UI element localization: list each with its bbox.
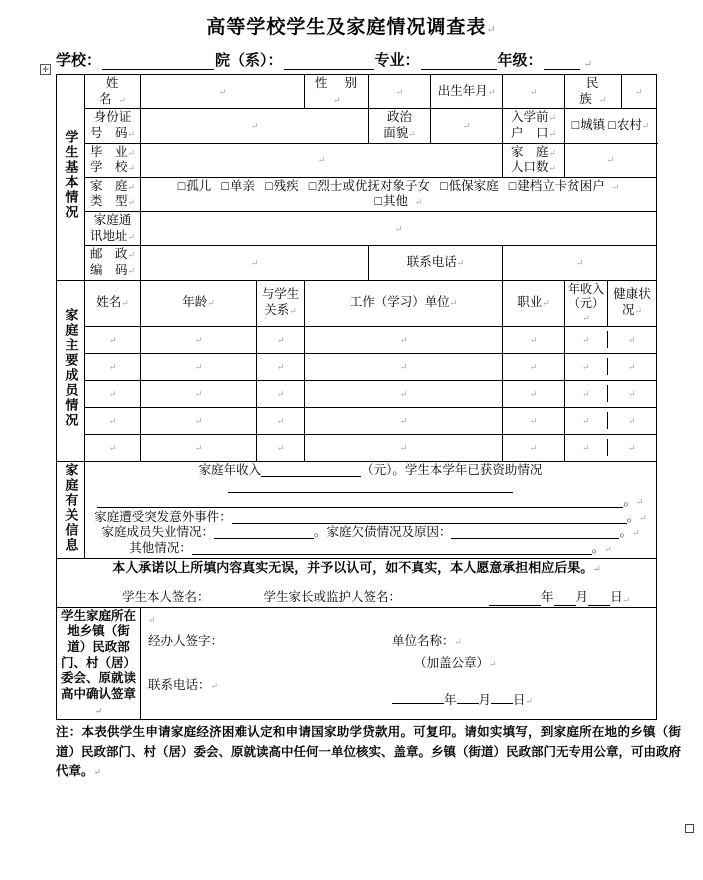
table-row [57, 326, 657, 353]
promise-statement: 本人承诺以上所填内容真实无误，并予以认可，如不真实，本人愿意承担相应后果。↵ [112, 559, 601, 575]
unit-name-label: 单位名称：↵ [392, 634, 463, 649]
document-end-mark [685, 824, 694, 833]
other-label: 其他情况： [129, 541, 192, 556]
label-birth-text: 出生年月 [437, 83, 488, 98]
cell-income-health [565, 353, 657, 380]
label-hukou: 入学前↵ 户 口↵ [503, 109, 565, 143]
grade-input[interactable] [544, 55, 580, 70]
checkbox-martyr-child-label: 烈士或优抚对象子女 [317, 178, 430, 193]
label-graduated-school-line2: 学 校 [89, 160, 128, 175]
column-header-age: 年龄↵ [141, 280, 257, 326]
section-label-members [57, 280, 85, 461]
cell-income-health-header [565, 280, 657, 326]
label-zipcode-line1: 邮 政 [89, 247, 128, 262]
column-header-relation-text: 与学生关系 [261, 287, 300, 318]
section-label-family-info-text: 家庭有关信息 [63, 462, 79, 553]
label-gender: 性 别↵ [305, 75, 369, 109]
survey-table [56, 74, 657, 720]
checkbox-hukou-urban-label: 城镇 [580, 118, 606, 133]
aid-received-input[interactable] [228, 479, 513, 493]
date-month-label: 月 [575, 590, 589, 605]
checkbox-other-label: 其他 [383, 194, 409, 209]
family-info-block [85, 461, 657, 558]
label-hukou-line2: 户 口 [510, 125, 549, 140]
checkbox-hukou-rural[interactable]: □农村 [608, 118, 642, 133]
label-family-address-line1: 家庭通 [93, 213, 132, 227]
checkbox-low-income[interactable]: □低保家庭 [440, 178, 499, 193]
column-header-health-text: 健康状况 [613, 287, 651, 318]
label-family-size-line2: 人口数 [510, 160, 549, 175]
table-row [57, 177, 657, 211]
unemployment-label: 家庭成员失业情况： [101, 525, 214, 540]
column-header-workplace-text: 工作（学习）单位 [349, 295, 450, 310]
cell-member-name[interactable]: ↵ [85, 380, 141, 407]
header-fields [0, 41, 703, 74]
column-header-member-name: 姓名↵ [85, 280, 141, 326]
table-row [57, 407, 657, 434]
unemployment-input[interactable] [214, 525, 314, 539]
cell-member-health[interactable]: ↵ [627, 442, 636, 453]
column-header-age-text: 年龄 [182, 295, 208, 310]
table-move-handle[interactable]: ✛ [40, 64, 51, 75]
checkbox-registered-poor-label: 建档立卡贫困户 [517, 178, 605, 193]
cell-member-income[interactable]: ↵ [565, 331, 607, 349]
field-hukou-options: □城镇 □农村↵ [565, 109, 657, 143]
college-input[interactable] [284, 55, 374, 70]
verify-date-month-input[interactable] [457, 691, 479, 704]
promise-statement-text: 本人承诺以上所填内容真实无误，并予以认可，如不真实，本人愿意承担相应后果。 [112, 559, 594, 575]
date-month-input[interactable] [554, 593, 576, 606]
verify-label: 学生家庭所在地乡镇（街道）民政部门、村（居）委会、原就读高中确认签章↵ [57, 607, 141, 719]
checkbox-hukou-urban[interactable]: □城镇 [571, 118, 606, 133]
cell-member-occupation[interactable]: ↵ [503, 407, 565, 434]
label-id-number-line2: 号 码 [89, 125, 128, 140]
cell-member-health[interactable]: ↵ [627, 415, 636, 426]
family-income-line [88, 463, 653, 494]
label-name: 姓 名↵ [85, 75, 141, 109]
promise-block [57, 558, 657, 607]
cell-member-name[interactable]: ↵ [85, 407, 141, 434]
cell-member-workplace[interactable]: ↵ [305, 434, 503, 461]
cell-member-occupation[interactable]: ↵ [503, 326, 565, 353]
checkbox-disabled-label: 残疾 [273, 178, 299, 193]
checkbox-orphan-label: 孤儿 [186, 178, 212, 193]
column-header-occupation: 职业↵ [503, 280, 565, 326]
student-signature-label: 学生本人签名： [122, 590, 210, 605]
date-year-label: 年 [541, 590, 554, 605]
school-label: 学校： [56, 53, 102, 69]
table-row [57, 380, 657, 407]
handler-signature-label: 经办人签字： [148, 634, 224, 649]
cell-member-relation[interactable]: ↵ [257, 434, 305, 461]
label-political-line1: 政治 [387, 110, 413, 125]
accident-label: 家庭遭受突发意外事件： [94, 509, 232, 524]
family-income-input[interactable] [261, 463, 361, 477]
college-label: 院（系）： [215, 53, 283, 69]
label-id-number: 身份证 号 码↵ [85, 109, 141, 143]
date-day-input[interactable] [588, 593, 610, 606]
column-header-occupation-text: 职业 [517, 295, 543, 310]
cell-member-name[interactable]: ↵ [85, 434, 141, 461]
label-family-type: 家 庭↵ 类 型↵ [85, 177, 141, 211]
verify-date-year-label: 年 [444, 693, 457, 708]
label-family-size-line1: 家 庭 [510, 144, 549, 159]
cell-member-occupation[interactable]: ↵ [503, 353, 565, 380]
period-3: 。 [619, 525, 632, 540]
label-hukou-line1: 入学前 [510, 110, 549, 125]
table-row [57, 280, 657, 326]
field-family-type-options: □孤儿 □单亲 □残疾 □烈士或优抚对象子女 □低保家庭 □建档立卡贫困户 ↵ □其他 ↵ [141, 177, 657, 211]
table-row [57, 212, 657, 246]
cell-member-age[interactable]: ↵ [141, 407, 257, 434]
label-id-number-line1: 身份证 [93, 110, 132, 125]
label-graduated-school: 毕 业↵ 学 校↵ [85, 143, 141, 177]
field-gender[interactable]: ↵ [369, 75, 431, 109]
period-4: 。 [591, 541, 605, 556]
cell-member-name[interactable]: ↵ [85, 353, 141, 380]
debt-input[interactable] [451, 525, 619, 539]
table-row [57, 143, 657, 177]
cell-income-health [565, 326, 657, 353]
page-title [0, 0, 703, 41]
cell-member-name[interactable]: ↵ [85, 326, 141, 353]
column-header-member-name-text: 姓名 [96, 295, 122, 310]
field-name[interactable]: ↵ [141, 75, 305, 109]
family-income-line-2: 。↵ [88, 494, 653, 510]
accident-line: 家庭遭受突发意外事件： 。↵ [94, 509, 647, 524]
table-row [57, 109, 657, 143]
major-label: 专业： [374, 53, 420, 69]
checkbox-single-parent[interactable]: □单亲 [221, 178, 255, 193]
major-input[interactable] [421, 55, 497, 70]
cell-income-health [565, 380, 657, 407]
label-family-type-line2: 类 型 [89, 194, 128, 209]
column-header-income: 年收入（元）↵ [565, 281, 608, 326]
cell-income-health [565, 407, 657, 434]
cell-member-workplace[interactable]: ↵ [305, 380, 503, 407]
label-birth: 出生年月↵ [431, 75, 503, 109]
checkbox-martyr-child[interactable]: □烈士或优抚对象子女 [308, 178, 430, 193]
label-political-line2: 面貌 [383, 125, 409, 140]
cell-member-age[interactable]: ↵ [141, 380, 257, 407]
field-family-size[interactable]: ↵ [565, 143, 657, 177]
verify-date-month-label: 月 [478, 693, 492, 708]
label-ethnic: 民 族↵ [565, 75, 621, 108]
school-input[interactable] [102, 55, 214, 70]
table-row [57, 434, 657, 461]
label-political: 政治 面貌↵ [369, 109, 431, 143]
cell-income-health [565, 434, 657, 461]
official-seal-label: （加盖公章）↵ [414, 656, 497, 671]
aid-received-label: （元）。学生本学年已获资助情况 [361, 462, 543, 477]
cell-member-occupation[interactable]: ↵ [503, 380, 565, 407]
page-title-text: 高等学校学生及家庭情况调查表 [206, 17, 487, 38]
grade-label: 年级： [497, 53, 543, 69]
label-family-type-line1: 家 庭 [89, 178, 128, 193]
date-year-input[interactable] [489, 593, 541, 606]
field-phone[interactable]: ↵ [503, 246, 657, 280]
field-zipcode[interactable]: ↵ [141, 246, 369, 280]
section-label-members-text: 家庭主要成员情况 [63, 308, 79, 429]
cell-member-health[interactable]: ↵ [627, 334, 636, 345]
label-family-address-line2: 讯地址 [89, 228, 128, 243]
cell-member-income[interactable]: ↵ [565, 412, 607, 430]
cell-member-relation[interactable]: ↵ [257, 380, 305, 407]
checkbox-disabled[interactable]: □残疾 [265, 178, 299, 193]
period-1: 。 [623, 494, 636, 509]
table-row [57, 461, 657, 558]
section-label-family-info [57, 461, 85, 558]
guardian-signature-label: 学生家长或监护人签名： [263, 590, 402, 605]
column-header-relation: 与学生关系↵ [257, 280, 305, 326]
cell-member-age[interactable]: ↵ [141, 434, 257, 461]
label-family-size: 家 庭↵ 人口数↵ [503, 143, 565, 177]
field-ethnic[interactable]: ↵ [634, 86, 643, 97]
cell-member-health[interactable]: ↵ [627, 388, 636, 399]
cell-member-relation[interactable]: ↵ [257, 353, 305, 380]
label-zipcode-line2: 编 码 [89, 262, 128, 277]
cell-member-workplace[interactable]: ↵ [305, 326, 503, 353]
cell-member-workplace[interactable]: ↵ [305, 353, 503, 380]
unemployment-line: 家庭成员失业情况： 。家庭欠债情况及原因： 。↵ [101, 525, 640, 540]
section-label-student [57, 75, 85, 281]
form-note-text: 注：本表供学生申请家庭经济困难认定和申请国家助学贷款用。可复印。请如实填写，到家庭所在地的乡镇（街道）民政部门、村（居）委会、原就读高中任何一单位核实、盖章。乡镇（街道）民政部门无专用公章，可由政府代章。 [56, 725, 682, 778]
verify-label-text: 学生家庭所在地乡镇（街道）民政部门、村（居）委会、原就读高中确认签章 [60, 608, 136, 701]
cell-member-income[interactable]: ↵ [565, 358, 607, 376]
table-row [57, 75, 657, 109]
cell-ethnic-group [565, 75, 657, 109]
checkbox-single-parent-label: 单亲 [229, 178, 255, 193]
label-graduated-school-line1: 毕 业 [89, 144, 128, 159]
section-label-student-text: 学生基本情况 [63, 130, 79, 221]
cell-member-age[interactable]: ↵ [141, 353, 257, 380]
verify-date-year-input[interactable] [392, 691, 444, 704]
table-row [57, 607, 657, 719]
paragraph-mark: ↵ [486, 24, 497, 36]
checkbox-hukou-rural-label: 农村 [616, 118, 642, 133]
cell-member-income[interactable]: ↵ [565, 439, 607, 457]
verify-phone-label: 联系电话：↵ [148, 678, 219, 693]
accident-input[interactable] [232, 510, 627, 524]
table-row [57, 558, 657, 607]
family-income-label: 家庭年收入 [198, 462, 262, 477]
column-header-health: 健康状况↵ [613, 287, 651, 318]
checkbox-other[interactable]: □其他 [374, 194, 409, 209]
signature-line: 学生本人签名： 学生家长或监护人签名： 年 月 日 ↵ [122, 590, 631, 605]
table-row [57, 246, 657, 280]
other-input[interactable] [192, 541, 592, 555]
verify-date-day-input[interactable] [491, 691, 513, 704]
label-name-text: 姓 名 [98, 76, 126, 106]
column-header-income-text: 年收入（元） [568, 281, 605, 310]
table-row [57, 353, 657, 380]
label-family-address: 家庭通 讯地址↵ [85, 212, 141, 246]
label-phone-text: 联系电话 [406, 255, 457, 270]
period-2: 。 [626, 509, 640, 524]
field-graduated-school[interactable]: ↵ [141, 143, 503, 177]
field-id-number[interactable]: ↵ [141, 109, 369, 143]
field-political[interactable]: ↵ [431, 109, 503, 143]
form-note: 注：本表供学生申请家庭经济困难认定和申请国家助学贷款用。可复印。请如实填写，到家庭所在地的乡镇（街道）民政部门、村（居）委会、原就读高中任何一单位核实、盖章。乡镇（街道）民政部门无专用公章，可由政府代章。↵ [56, 725, 682, 778]
verify-date-line: 年 月 日↵ [392, 691, 533, 709]
date-day-label: 日 [610, 590, 623, 605]
cell-member-occupation[interactable]: ↵ [503, 434, 565, 461]
cell-member-age[interactable]: ↵ [141, 326, 257, 353]
column-header-workplace: 工作（学习）单位↵ [305, 280, 503, 326]
cell-member-relation[interactable]: ↵ [257, 326, 305, 353]
other-line: 其他情况： 。↵ [129, 541, 612, 556]
label-phone: 联系电话↵ [369, 246, 503, 280]
checkbox-registered-poor[interactable]: □建档立卡贫困户 [508, 178, 605, 193]
verify-body: ↵ 经办人签字： 联系电话：↵ 单位名称：↵ （加盖公章）↵ 年 月 日↵ [141, 607, 657, 719]
cell-member-income[interactable]: ↵ [565, 385, 607, 403]
paragraph-mark: ↵ [583, 59, 592, 70]
verify-date-day-label: 日 [513, 693, 526, 708]
label-zipcode: 邮 政↵ 编 码↵ [85, 246, 141, 280]
field-family-address[interactable]: ↵ [141, 212, 657, 246]
cell-member-workplace[interactable]: ↵ [305, 407, 503, 434]
label-ethnic-text: 民 族 [579, 76, 606, 106]
debt-label: 。家庭欠债情况及原因： [313, 525, 452, 540]
field-birth[interactable]: ↵ [503, 75, 565, 109]
label-gender-text: 性 别 [314, 76, 365, 90]
aid-received-input-cont[interactable] [97, 494, 623, 508]
checkbox-low-income-label: 低保家庭 [448, 178, 499, 193]
cell-member-relation[interactable]: ↵ [257, 407, 305, 434]
cell-member-health[interactable]: ↵ [627, 361, 636, 372]
checkbox-orphan[interactable]: □孤儿 [177, 178, 212, 193]
